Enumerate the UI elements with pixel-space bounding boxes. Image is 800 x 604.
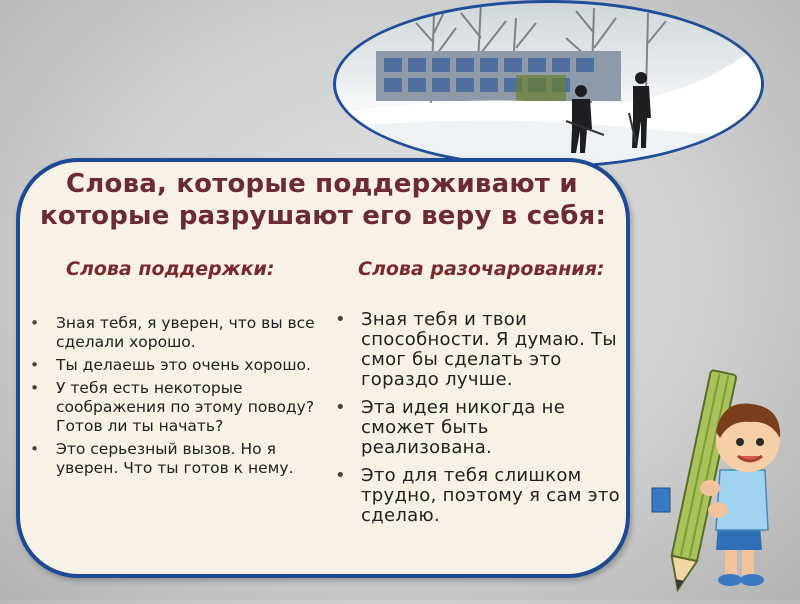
list-item: • Зная тебя и твои способности. Я думаю. Ты смог бы сделать это гораздо лучше. [335, 310, 625, 390]
list-item: • Ты делаешь это очень хорошо. [30, 356, 320, 375]
list-item: • У тебя есть некоторые соображения по этому поводу? Готов ли ты начать? [30, 379, 320, 436]
disappointment-words-heading: Слова разочарования: [358, 258, 605, 280]
boy-pencil-icon [630, 360, 790, 600]
list-item: • Это серьезный вызов. Но я уверен. Что ты готов к нему. [30, 440, 320, 478]
slide-title-line-1: Слова, которые поддерживают и [66, 169, 578, 199]
winter-scene-graphic [336, 3, 761, 165]
list-item: • Зная тебя, я уверен, что вы все сделали хорошо. [30, 314, 320, 352]
boy-with-pencil-illustration [630, 360, 790, 600]
list-item: • Эта идея никогда не сможет быть реализована. [335, 398, 625, 458]
slide-title-line-2: которые разрушают его веру в себя: [40, 201, 607, 231]
disappointment-words-list [335, 310, 625, 534]
list-item: • Это для тебя слишком трудно, поэтому я сам это сделаю. [335, 466, 625, 526]
winter-photo [333, 0, 764, 168]
slide-title [40, 168, 620, 232]
support-words-list [30, 314, 320, 482]
support-words-heading: Слова поддержки: [66, 258, 275, 280]
